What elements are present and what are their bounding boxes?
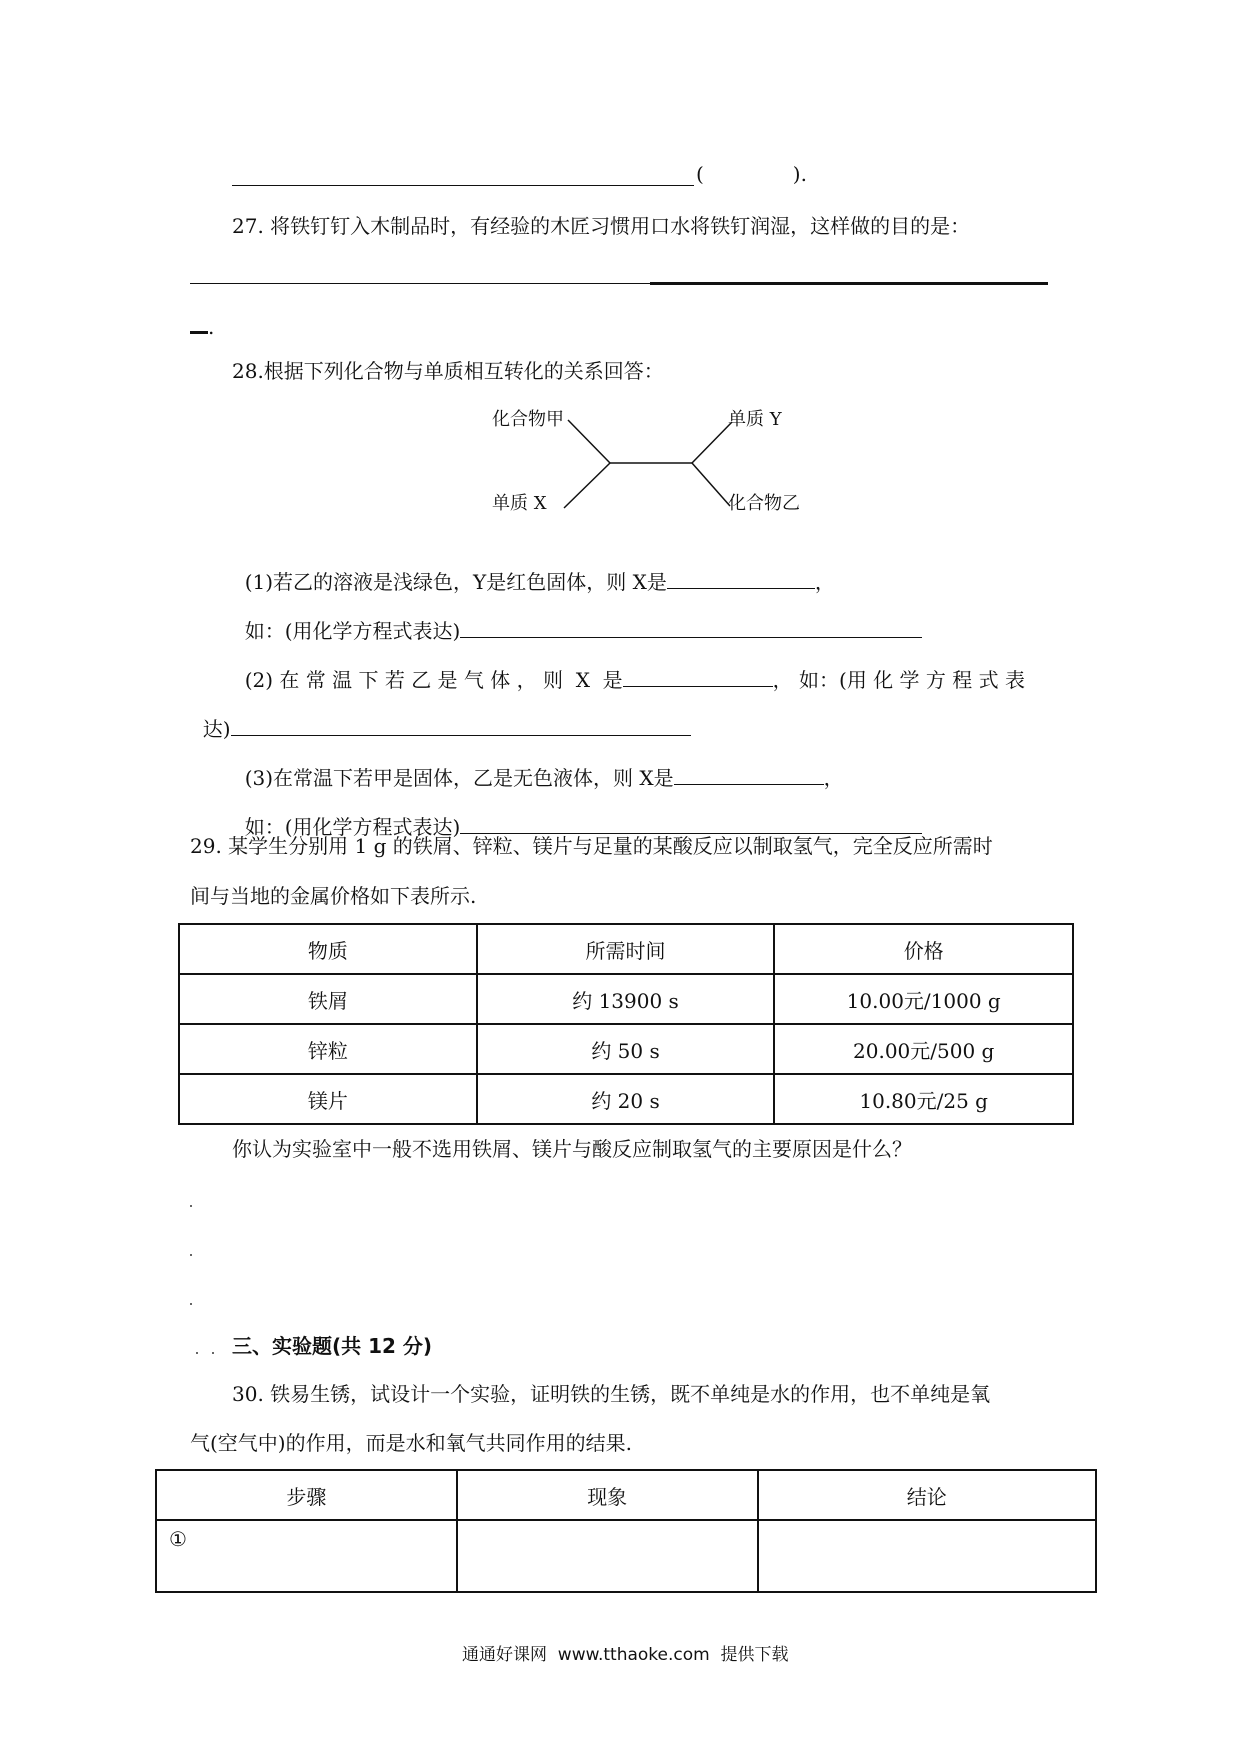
table-cell: 锌粒 (179, 1024, 477, 1074)
table-row (156, 1520, 1096, 1592)
diagram-line-bottom-left (564, 463, 610, 508)
q28-p2-x-blank[interactable] (623, 664, 773, 687)
q30-stem-line-1: 30. 铁易生锈，试设计一个实验，证明铁的生锈，既不单纯是水的作用，也不单纯是氧 (232, 1382, 991, 1406)
diagram-line-top-right (692, 422, 732, 463)
diagram-label-element-x: 单质 X (492, 493, 547, 514)
q30-stem-line-2: 气(空气中)的作用，而是水和氧气共同作用的结果. (190, 1431, 632, 1455)
table-cell-phenomenon[interactable] (457, 1520, 758, 1592)
q28-p2-a-text: (2) 在 常 温 下 若 乙 是 气 体 ， 则 X 是 (244, 668, 623, 692)
q29-question: 你认为实验室中一般不选用铁屑、镁片与酸反应制取氢气的主要原因是什么？ (232, 1137, 912, 1161)
q28-p2-a-end: ， 如：(用 化 学 方 程 式 表 (772, 668, 1025, 692)
q29-stem-line-1: 29. 某学生分别用 1 g 的铁屑、锌粒、镁片与足量的某酸反应以制取氢气，完全反应所需时 (190, 834, 993, 858)
q29-table (178, 923, 1074, 1125)
q28-p3-b-text: 如：(用化学方程式表达) (244, 815, 461, 839)
table-row (179, 1074, 1073, 1124)
table-cell: 10.00元/1000 g (774, 974, 1073, 1024)
q28-p1-b-text: 如：(用化学方程式表达) (244, 619, 461, 643)
q28-p1-equation-blank[interactable] (460, 615, 922, 638)
table-cell: 约 20 s (477, 1074, 775, 1124)
q27-end-mark: . (208, 315, 215, 339)
q28-p3-equation-blank[interactable] (460, 811, 922, 834)
q28-p3-x-blank[interactable] (674, 762, 824, 785)
table-header-cell: 结论 (758, 1470, 1096, 1520)
page-footer: 通通好课网 www.tthaoke.com 提供下载 (462, 1645, 789, 1665)
table-header-row (179, 924, 1073, 974)
q28-p1-x-blank[interactable] (667, 566, 815, 589)
scan-dot (212, 1352, 214, 1354)
table-header-cell: 现象 (457, 1470, 758, 1520)
q28-p3-a-text: (3)在常温下若甲是固体，乙是无色液体，则 X是 (244, 766, 674, 790)
scan-dot (196, 1352, 198, 1354)
q28-stem: 28.根据下列化合物与单质相互转化的关系回答： (232, 359, 664, 383)
table-cell: 20.00元/500 g (774, 1024, 1073, 1074)
diagram-line-bottom-right (692, 463, 730, 506)
q27-answer-blank-3[interactable] (190, 331, 208, 334)
diagram-label-compound-b: 化合物乙 (728, 493, 800, 514)
scan-dot (190, 1205, 192, 1207)
q28-p1-a-text: (1)若乙的溶液是浅绿色，Y是红色固体，则 X是 (244, 570, 667, 594)
q27-answer-blank-2[interactable] (650, 282, 1048, 285)
table-cell-step[interactable]: ① (156, 1520, 457, 1592)
table-header-cell: 物质 (179, 924, 477, 974)
diagram-label-element-y: 单质 Y (728, 409, 782, 430)
diagram-line-top-left (568, 420, 610, 463)
q27-text: 27. 将铁钉钉入木制品时，有经验的木匠习惯用口水将铁钉润湿，这样做的目的是： (232, 214, 971, 238)
q30-table (155, 1469, 1097, 1593)
table-cell: 铁屑 (179, 974, 477, 1024)
table-cell: 约 13900 s (477, 974, 775, 1024)
q28-p2-b-text: 达) (202, 717, 231, 741)
q29-stem-line-2: 间与当地的金属价格如下表所示. (190, 884, 477, 908)
q26-paren: ( ). (696, 162, 807, 186)
table-cell: 10.80元/25 g (774, 1074, 1073, 1124)
q28-p1-a-end: ， (814, 570, 835, 594)
scan-dot (190, 1303, 192, 1305)
table-row (179, 1024, 1073, 1074)
scan-dot (190, 1254, 192, 1256)
q26-answer-blank[interactable] (232, 185, 694, 186)
table-cell: 镁片 (179, 1074, 477, 1124)
q28-p3-a-end: ， (823, 766, 844, 790)
table-row (179, 974, 1073, 1024)
table-header-row (156, 1470, 1096, 1520)
q27-answer-blank-1[interactable] (190, 283, 650, 284)
table-header-cell: 所需时间 (477, 924, 775, 974)
diagram-label-compound-a: 化合物甲 (492, 409, 564, 430)
table-cell: 约 50 s (477, 1024, 775, 1074)
section-3-title: 三、实验题(共 12 分) (232, 1334, 433, 1358)
table-header-cell: 价格 (774, 924, 1073, 974)
table-header-cell: 步骤 (156, 1470, 457, 1520)
q28-p2-equation-blank[interactable] (231, 713, 691, 736)
table-cell-conclusion[interactable] (758, 1520, 1096, 1592)
